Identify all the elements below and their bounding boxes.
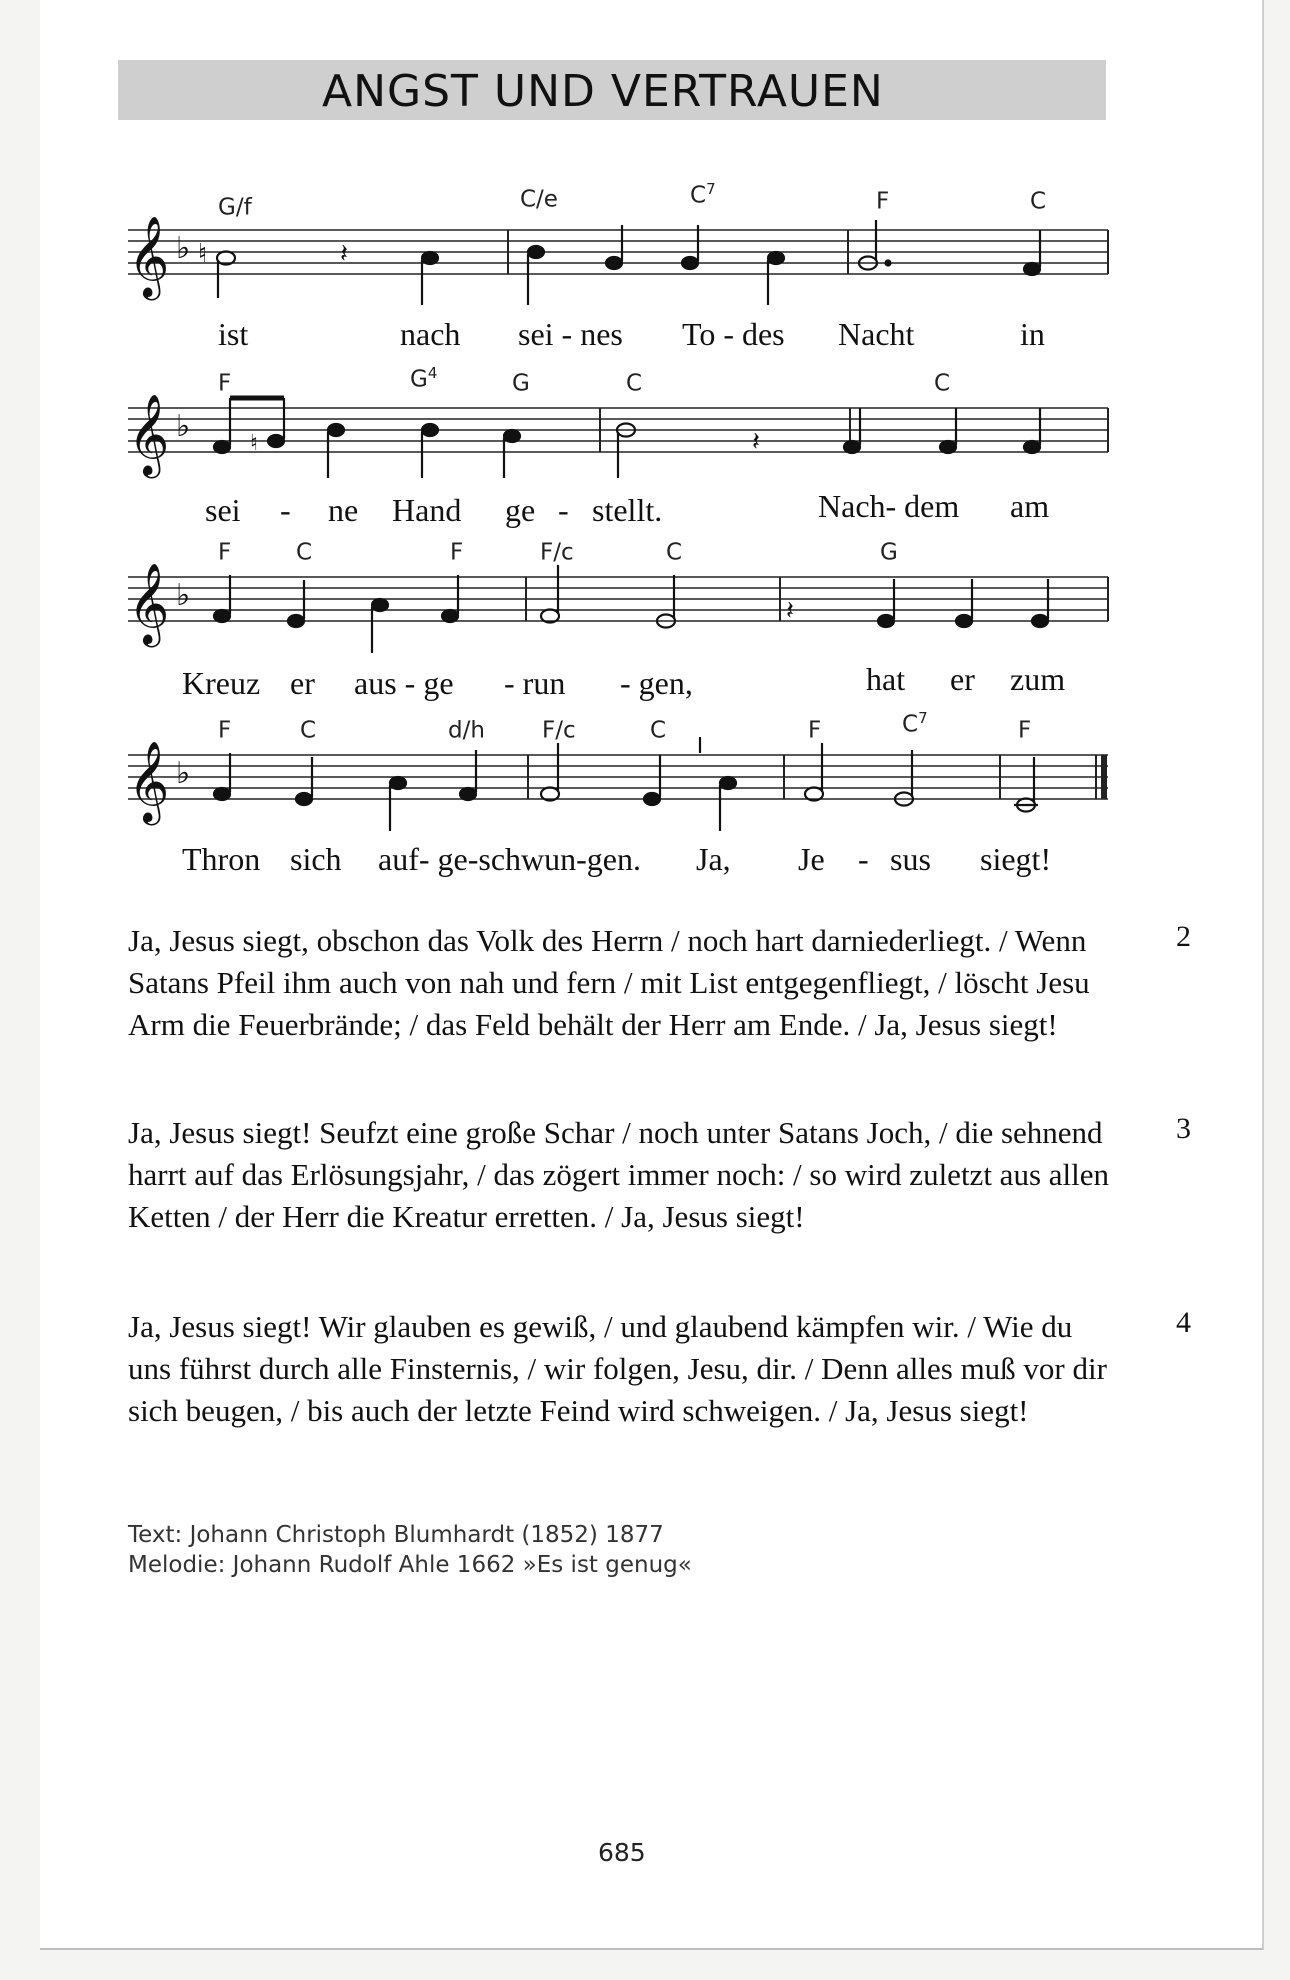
- lyric: sei: [205, 492, 241, 528]
- chord-symbol: C: [626, 370, 643, 397]
- lyric: Nacht: [838, 316, 915, 352]
- lyric: zum: [1010, 661, 1066, 697]
- lyric: er: [290, 665, 315, 701]
- treble-clef-icon: 𝄞: [128, 740, 170, 822]
- treble-clef-icon: 𝄞: [128, 215, 170, 297]
- chord-symbol: F: [808, 717, 822, 744]
- lyric: nach: [400, 316, 461, 352]
- melody-credit: Melodie: Johann Rudolf Ahle 1662 »Es ist genug«: [128, 1552, 692, 1578]
- credits: [128, 1520, 692, 1580]
- chord-symbol: F: [218, 370, 232, 397]
- lyric: hat: [866, 661, 906, 697]
- staff-1: [0, 180, 1290, 355]
- lyric: Je: [798, 841, 825, 877]
- lyric: Ja,: [696, 841, 731, 877]
- stanza-2-text: Ja, Jesus siegt, obschon das Volk des Herrn / noch hart darniederliegt. / Wenn Satans Pfeil ihm auch von nah und fern / mit List entgegenfliegt, / löscht Jesu Arm die Feuerbrände; / das Feld behält der Herr am Ende. / Ja, Jesus siegt!: [128, 923, 1090, 1042]
- chord-symbol: F: [218, 717, 232, 744]
- lyric: sich: [290, 841, 342, 877]
- music-system-2: [0, 358, 1290, 533]
- svg-text:𝄽: 𝄽: [786, 596, 794, 626]
- chord-symbol: C/e: [520, 186, 558, 213]
- music-system-1: [0, 180, 1290, 355]
- chord-symbol: C: [296, 539, 313, 566]
- music-system-3: [0, 535, 1290, 710]
- chord-symbol: C: [1030, 188, 1047, 215]
- svg-text:𝄽: 𝄽: [340, 239, 348, 269]
- stanza-3-number: 3: [1176, 1112, 1191, 1145]
- chord-symbol: $C^7$: [690, 180, 716, 209]
- stanza-3-text: Ja, Jesus siegt! Seufzt eine große Schar / noch unter Satans Joch, / die sehnend harrt auf das Erlösungsjahr, / das zögert immer noch: / so wird zuletzt aus allen Ketten / der Herr die Kreatur erretten. / Ja, Jesus siegt!: [128, 1115, 1109, 1234]
- music-system-4: [0, 705, 1290, 880]
- lyric: Hand: [392, 492, 462, 528]
- chord-symbol: G: [880, 539, 898, 566]
- flat-icon: ♭: [176, 756, 191, 791]
- lyric: To - des: [682, 316, 785, 352]
- lyric: Thron: [182, 841, 261, 877]
- flat-icon: ♭: [176, 409, 191, 444]
- lyric: - run: [504, 665, 566, 701]
- lyric: Nach- dem: [818, 488, 960, 524]
- chord-symbol: G/f: [218, 194, 252, 221]
- lyric: ge: [505, 492, 536, 528]
- treble-clef-icon: 𝄞: [128, 393, 170, 475]
- lyric: siegt!: [980, 841, 1052, 877]
- chord-symbol: F: [218, 539, 232, 566]
- chord-symbol: F/c: [542, 717, 576, 744]
- lyric: -: [280, 492, 291, 528]
- lyric: sus: [890, 841, 931, 877]
- chord-symbol: F: [450, 539, 464, 566]
- treble-clef-icon: 𝄞: [128, 562, 170, 644]
- lyric: -: [558, 492, 569, 528]
- hymn-title: ANGST UND VERTRAUEN: [322, 66, 884, 117]
- lyric: - gen,: [620, 665, 693, 701]
- stanza-4-number: 4: [1176, 1306, 1191, 1339]
- chord-symbol: d/h: [448, 717, 485, 744]
- lyric: aus - ge: [354, 665, 454, 701]
- flat-icon: ♭: [176, 231, 191, 266]
- svg-text:𝄽: 𝄽: [752, 427, 760, 457]
- chord-symbol: $C^7$: [902, 709, 928, 738]
- lyric: ist: [218, 316, 249, 352]
- chord-symbol: $G^4$: [410, 364, 438, 393]
- stanza-4-text: Ja, Jesus siegt! Wir glauben es gewiß, / und glaubend kämpfen wir. / Wie du uns führst durch alle Finsternis, / wir folgen, Jesu, dir. / Denn alles muß vor dir sich beugen, / bis auch der letzte Feind wird schweigen. / Ja, Jesus siegt!: [128, 1309, 1107, 1428]
- chord-symbol: F: [876, 188, 890, 215]
- lyric: sei - nes: [518, 316, 623, 352]
- page-number: 685: [598, 1838, 646, 1867]
- chord-symbol: C: [650, 717, 667, 744]
- chord-symbol: F: [1018, 717, 1032, 744]
- lyric: auf- ge-schwun-gen.: [378, 841, 641, 877]
- flat-icon: ♭: [176, 578, 191, 613]
- chord-symbol: G: [512, 370, 530, 397]
- lyric: am: [1010, 488, 1050, 524]
- lyric: ne: [328, 492, 359, 528]
- stanza-2-number: 2: [1176, 920, 1191, 953]
- chord-symbol: C: [300, 717, 317, 744]
- lyric: stellt.: [592, 492, 663, 528]
- lyric: -: [858, 841, 869, 877]
- svg-text:♮: ♮: [250, 431, 258, 456]
- lyric: Kreuz: [182, 665, 261, 701]
- lyric: er: [950, 661, 975, 697]
- text-credit: Text: Johann Christoph Blumhardt (1852) 1877: [128, 1522, 664, 1548]
- natural-icon: ♮: [198, 239, 208, 269]
- chord-symbol: C: [666, 539, 683, 566]
- lyric: in: [1020, 316, 1045, 352]
- chord-symbol: C: [934, 370, 951, 397]
- chord-symbol: F/c: [540, 539, 574, 566]
